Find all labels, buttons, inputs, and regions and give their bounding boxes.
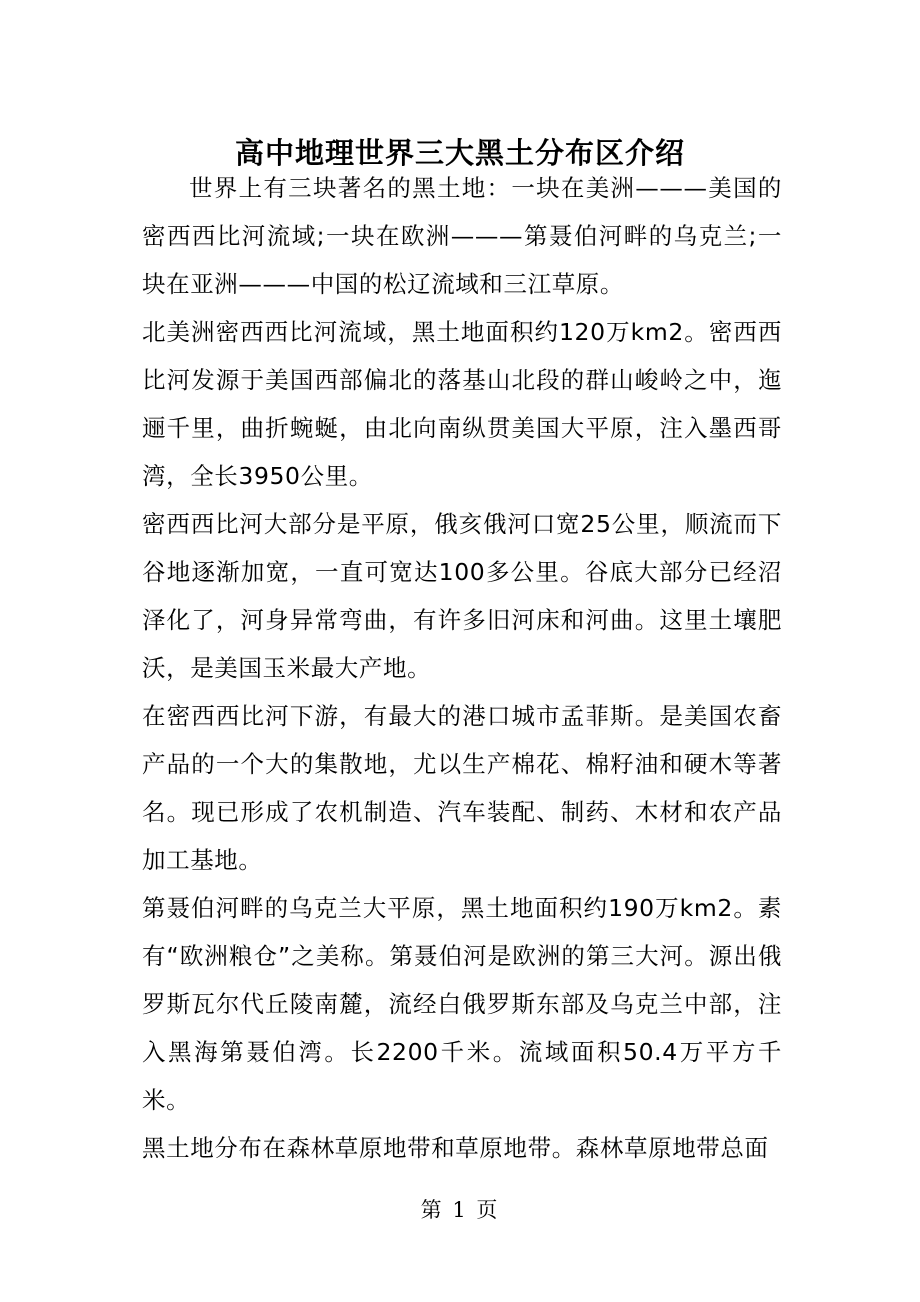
paragraph-memphis: 在密西西比河下游，有最大的港口城市孟菲斯。是美国农畜产品的一个大的集散地，尤以生产棉花、棉籽油和硬木等著名。现已形成了农机制造、汽车装配、制药、木材和农产品加工基地。 xyxy=(142,702,782,874)
paragraph-mississippi-basin: 北美洲密西西比河流域，黑土地面积约120万km2。密西西比河发源于美国西部偏北的落基山北段的群山峻岭之中，迤逦千里，曲折蜿蜒，由北向南纵贯美国大平原，注入墨西哥湾，全长3950公里。 xyxy=(142,318,782,490)
paragraph-mississippi-plain: 密西西比河大部分是平原，俄亥俄河口宽25公里，顺流而下谷地逐渐加宽，一直可宽达100多公里。谷底大部分已经沼泽化了，河身异常弯曲，有许多旧河床和河曲。这里土壤肥沃，是美国玉米最大产地。 xyxy=(142,510,782,682)
paragraph-ukraine: 第聂伯河畔的乌克兰大平原，黑土地面积约190万km2。素有“欧洲粮仓”之美称。第聂伯河是欧洲的第三大河。源出俄罗斯瓦尔代丘陵南麓，流经白俄罗斯东部及乌克兰中部，注入黑海第聂伯湾。长2200千米。流域面积50.4万平方千米。 xyxy=(142,894,782,1114)
page-title: 高中地理世界三大黑土分布区介绍 xyxy=(234,136,685,171)
paragraph-intro: 世界上有三块著名的黑土地：一块在美洲———美国的密西西比河流域;一块在欧洲———第聂伯河畔的乌克兰;一块在亚洲———中国的松辽流域和三江草原。 xyxy=(142,174,782,298)
paragraph-distribution: 黑土地分布在森林草原地带和草原地带。森林草原地带总面 xyxy=(142,1134,769,1162)
page-number: 第 1 页 xyxy=(420,1198,500,1222)
document-body xyxy=(142,164,782,1172)
